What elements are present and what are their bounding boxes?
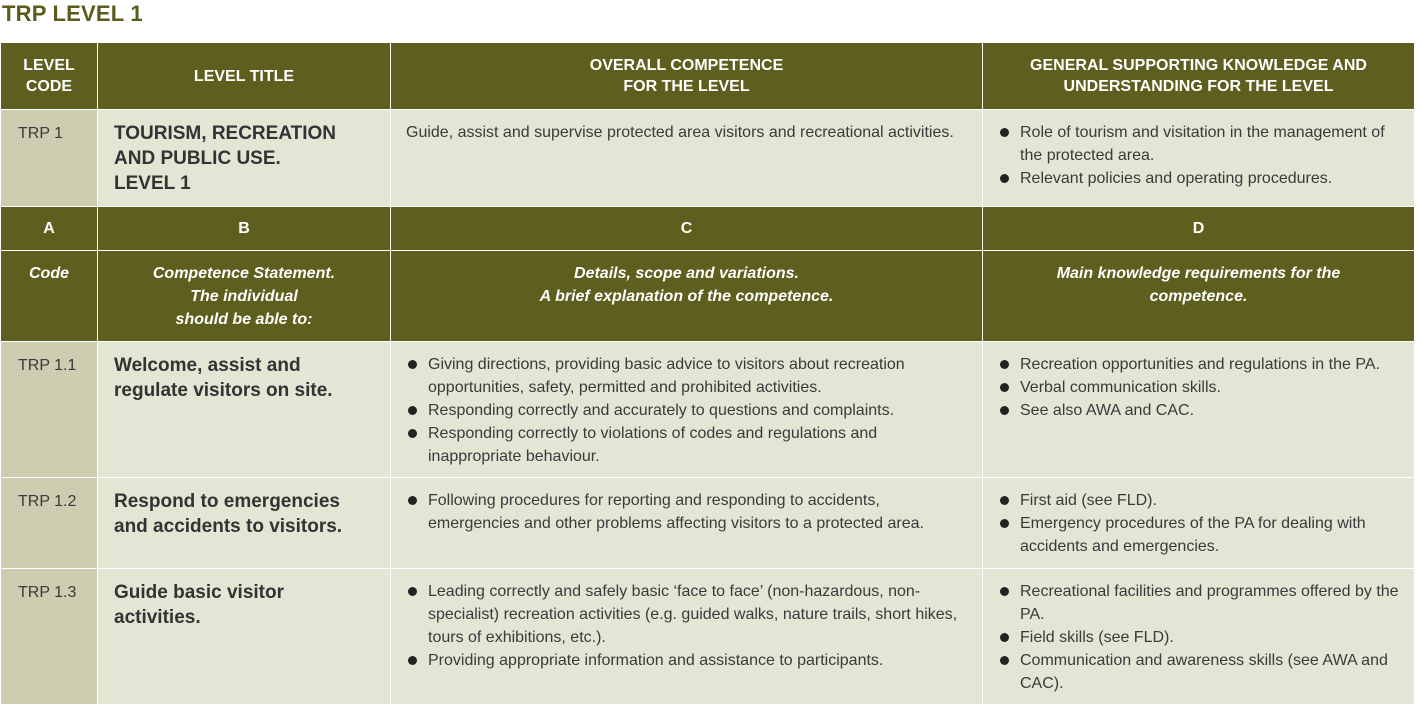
row-details-cell (391, 569, 983, 705)
level-title: TOURISM, RECREATION AND PUBLIC USE. LEVEL 1 (114, 123, 337, 194)
row-details-cell (391, 478, 983, 569)
level-competence-cell (391, 110, 983, 207)
column-letters-row (1, 207, 1415, 251)
list-item: Leading correctly and safely basic ‘face to face’ (non-hazardous, non-specialist) recreation activities (e.g. guided walks, nature trails, short hikes, tours of exhibitions, etc.). (406, 580, 972, 649)
list-item: Providing appropriate information and assistance to participants. (406, 649, 972, 672)
row-code-cell (1, 342, 98, 478)
list-item: Recreation opportunities and regulations in the PA. (998, 353, 1404, 376)
row-code: TRP 1.2 (18, 493, 77, 510)
level-row (1, 110, 1415, 207)
header-level-title: LEVEL TITLE (98, 43, 391, 110)
row-statement-cell (98, 342, 391, 478)
subheader-code: Code (29, 265, 69, 282)
row-statement-cell (98, 569, 391, 705)
list-item: Role of tourism and visitation in the management of the protected area. (998, 121, 1404, 167)
level-code: TRP 1 (18, 125, 64, 142)
row-knowledge-cell (983, 478, 1415, 569)
row-knowledge-list (983, 569, 1414, 695)
column-letter-b: B (98, 207, 391, 251)
list-item: Communication and awareness skills (see AWA and CAC). (998, 649, 1404, 695)
row-statement: Respond to emergencies and accidents to visitors. (114, 491, 343, 537)
list-item: Responding correctly to violations of codes and regulations and inappropriate behaviour. (406, 422, 972, 468)
row-code: TRP 1.3 (18, 584, 77, 601)
list-item: Verbal communication skills. (998, 376, 1404, 399)
table-row (1, 569, 1415, 705)
table-row (1, 478, 1415, 569)
level-code-cell (1, 110, 98, 207)
subheader-knowledge: Main knowledge requirements for the competence. (1056, 265, 1341, 305)
list-item: Responding correctly and accurately to questions and complaints. (406, 399, 972, 422)
subheader-statement-cell (98, 251, 391, 342)
header-level-code: LEVEL CODE (1, 43, 98, 110)
subheader-statement: Competence Statement. The individual should be able to: (152, 265, 336, 328)
header-overall-competence: OVERALL COMPETENCE FOR THE LEVEL (391, 43, 983, 110)
subheader-row (1, 251, 1415, 342)
list-item: First aid (see FLD). (998, 489, 1404, 512)
row-details-list (391, 569, 982, 672)
list-item: Emergency procedures of the PA for dealing with accidents and emergencies. (998, 512, 1404, 558)
row-details-cell (391, 342, 983, 478)
row-details-list (391, 478, 982, 535)
row-knowledge-list (983, 478, 1414, 558)
row-code-cell (1, 478, 98, 569)
list-item: Field skills (see FLD). (998, 626, 1404, 649)
row-knowledge-list (983, 342, 1414, 422)
column-letter-c: C (391, 207, 983, 251)
column-letter-d: D (983, 207, 1415, 251)
column-letter-a: A (1, 207, 98, 251)
row-knowledge-cell (983, 569, 1415, 705)
level-competence: Guide, assist and supervise protected area visitors and recreational activities. (406, 124, 954, 141)
subheader-code-cell (1, 251, 98, 342)
table-row (1, 342, 1415, 478)
row-details-list (391, 342, 982, 468)
level-title-cell (98, 110, 391, 207)
competence-table (0, 42, 1415, 705)
row-statement: Guide basic visitor activities. (114, 582, 284, 628)
row-code: TRP 1.1 (18, 357, 77, 374)
list-item: Giving directions, providing basic advice to visitors about recreation opportunities, safety, permitted and prohibited activities. (406, 353, 972, 399)
list-item: Following procedures for reporting and responding to accidents, emergencies and other problems affecting visitors to a protected area. (406, 489, 972, 535)
row-knowledge-cell (983, 342, 1415, 478)
row-code-cell (1, 569, 98, 705)
list-item: See also AWA and CAC. (998, 399, 1404, 422)
level-knowledge-list (983, 110, 1414, 190)
subheader-details: Details, scope and variations. A brief explanation of the competence. (539, 265, 834, 305)
level-knowledge-cell (983, 110, 1415, 207)
list-item: Recreational facilities and programmes offered by the PA. (998, 580, 1404, 626)
table-header-row (1, 43, 1415, 110)
list-item: Relevant policies and operating procedures. (998, 167, 1404, 190)
row-statement: Welcome, assist and regulate visitors on site. (114, 355, 333, 401)
page-title: TRP LEVEL 1 (2, 1, 143, 26)
subheader-knowledge-cell (983, 251, 1415, 342)
subheader-details-cell (391, 251, 983, 342)
header-general-knowledge: GENERAL SUPPORTING KNOWLEDGE AND UNDERSTANDING FOR THE LEVEL (983, 43, 1415, 110)
row-statement-cell (98, 478, 391, 569)
